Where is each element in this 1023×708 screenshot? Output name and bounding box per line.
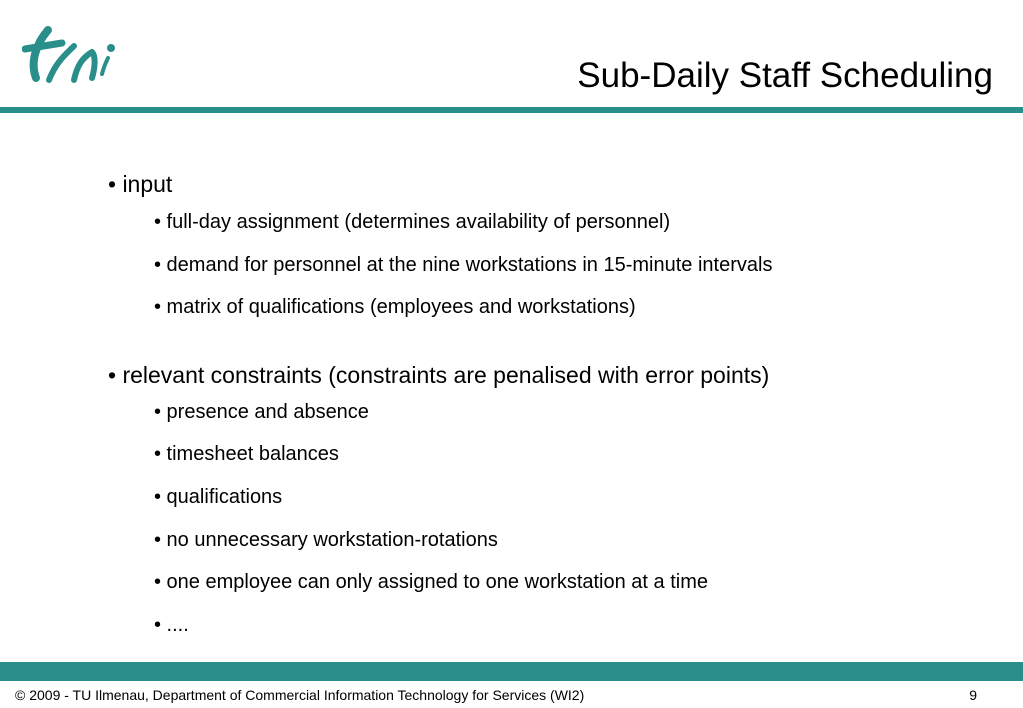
bullet-no-rotations: • no unnecessary workstation-rotations (154, 529, 498, 551)
tu-logo-icon (22, 22, 118, 86)
bullet-full-day-assignment: • full-day assignment (determines availability of personnel) (154, 211, 671, 233)
bullet-demand: • demand for personnel at the nine workstations in 15-minute intervals (154, 254, 773, 276)
bullet-one-workstation: • one employee can only assigned to one workstation at a time (154, 571, 708, 593)
bullet-qualifications-matrix: • matrix of qualifications (employees and workstations) (154, 296, 636, 318)
slide-title: Sub-Daily Staff Scheduling (577, 56, 993, 95)
footer-copyright: © 2009 - TU Ilmenau, Department of Commercial Information Technology for Services (WI2) (15, 687, 585, 703)
bullet-presence-absence: • presence and absence (154, 401, 369, 423)
footer-band (0, 662, 1023, 681)
bullet-qualifications: • qualifications (154, 486, 283, 508)
bullet-relevant-constraints: • relevant constraints (constraints are penalised with error points) (108, 362, 770, 388)
header-divider (0, 107, 1023, 113)
bullet-ellipsis: • .... (154, 614, 189, 636)
bullet-input: • input (108, 171, 173, 197)
page-number: 9 (969, 687, 977, 703)
bullet-timesheet-balances: • timesheet balances (154, 443, 339, 465)
